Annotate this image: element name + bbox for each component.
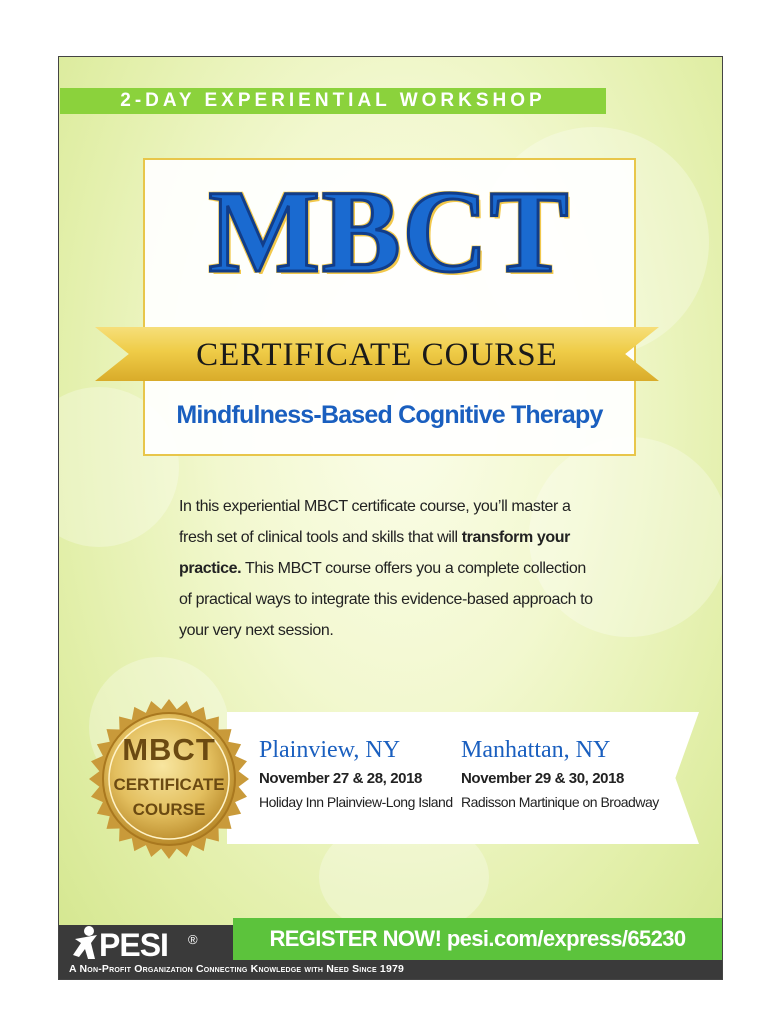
location-plainview xyxy=(259,737,453,810)
seal-line-2: CERTIFICATE xyxy=(113,775,225,794)
location-venue: Radisson Martinique on Broadway xyxy=(461,794,659,810)
pesi-figure-icon xyxy=(71,925,101,961)
location-dates: November 27 & 28, 2018 xyxy=(259,770,422,787)
register-link[interactable]: REGISTER NOW! pesi.com/express/65230 xyxy=(233,918,722,960)
flyer xyxy=(58,56,723,980)
workshop-label: 2-DAY EXPERIENTIAL WORKSHOP xyxy=(60,88,606,114)
location-manhattan xyxy=(461,737,659,810)
main-title: MBCT xyxy=(208,166,571,297)
subtitle: Mindfulness-Based Cognitive Therapy xyxy=(176,401,603,429)
intro-paragraph xyxy=(179,491,599,646)
location-venue: Holiday Inn Plainview-Long Island xyxy=(259,794,453,810)
seal-line-1: MBCT xyxy=(122,732,216,767)
registered-mark: ® xyxy=(188,932,198,947)
seal-line-3: COURSE xyxy=(132,800,206,819)
brand-tagline: A Non-Profit Organization Connecting Knowledge with Need Since 1979 xyxy=(69,963,405,975)
location-city: Plainview, NY xyxy=(259,737,401,763)
intro-text-1: In this experiential MBCT certificate course, you’ll master a fresh set of clinical tools and skills that will xyxy=(179,498,571,546)
location-city: Manhattan, NY xyxy=(461,737,611,763)
location-dates: November 29 & 30, 2018 xyxy=(461,770,624,787)
intro-bold: transform your practice. xyxy=(179,529,570,577)
certificate-seal xyxy=(87,697,251,861)
intro-text-2: This MBCT course offers you a complete collection of practical ways to integrate this evidence-based approach to your very next session. xyxy=(179,560,593,639)
ribbon-label: CERTIFICATE COURSE xyxy=(196,337,558,373)
pesi-wordmark: PESI xyxy=(99,927,168,963)
